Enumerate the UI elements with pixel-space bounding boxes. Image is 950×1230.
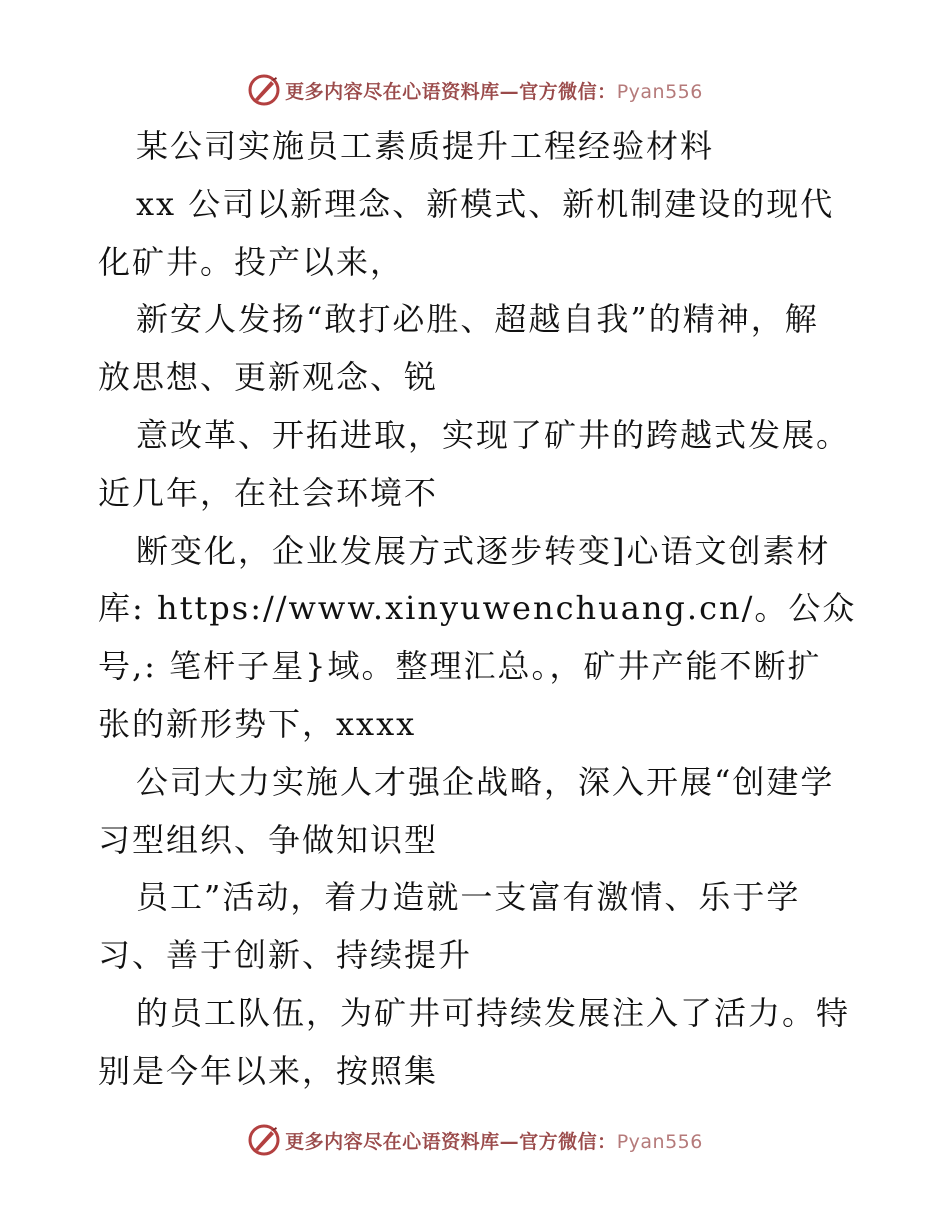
text-line: 化矿井。投产以来，	[98, 242, 405, 281]
document-body	[98, 118, 868, 1101]
text-line: 张的新形势下，xxxx	[98, 704, 417, 743]
text-line: 的员工队伍，为矿井可持续发展注入了活力。特	[136, 993, 851, 1032]
watermark-separator: —	[499, 1130, 520, 1153]
text-line: 号,: 笔杆子星}域。整理汇总。，矿井产能不断扩	[98, 647, 822, 686]
watermark-wechat-label: 官方微信：	[519, 1130, 617, 1153]
text-line: xx 公司以新理念、新模式、新机制建设的现代	[136, 184, 835, 223]
watermark-wechat-id: Pyan556	[616, 80, 703, 103]
text-line: 放思想、更新观念、锐	[98, 358, 439, 397]
text-line: 别是今年以来，按照集	[98, 1051, 439, 1090]
text-line: 近几年，在社会环境不	[98, 473, 439, 512]
watermark-site-text: 更多内容尽在心语资料库	[285, 80, 500, 103]
header-watermark	[0, 70, 950, 110]
watermark-wechat-id: Pyan556	[616, 1130, 703, 1153]
text-line: 公司大力实施人才强企战略，深入开展“创建学	[136, 762, 835, 801]
text-line: 新安人发扬“敢打必胜、超越自我”的精神，解	[136, 300, 819, 339]
footer-watermark	[0, 1120, 950, 1160]
watermark-wechat-label: 官方微信：	[519, 80, 617, 103]
text-line: 习型组织、争做知识型	[98, 820, 439, 859]
text-line: 员工”活动，着力造就一支富有激情、乐于学	[136, 878, 801, 917]
quill-circle-logo-icon	[247, 1123, 281, 1157]
watermark-separator: —	[499, 80, 520, 103]
document-title: 某公司实施员工素质提升工程经验材料	[136, 127, 715, 165]
quill-circle-logo-icon	[247, 73, 281, 107]
text-line: 意改革、开拓进取，实现了矿井的跨越式发展。	[136, 415, 851, 454]
watermark-text	[285, 1127, 703, 1154]
text-line: 习、善于创新、持续提升	[98, 936, 473, 975]
text-line: 库: https://www.xinyuwenchuang.cn/。公众	[98, 589, 857, 628]
watermark-text	[285, 77, 703, 104]
text-line: 断变化，企业发展方式逐步转变]心语文创素材	[136, 531, 831, 570]
watermark-site-text: 更多内容尽在心语资料库	[285, 1130, 500, 1153]
